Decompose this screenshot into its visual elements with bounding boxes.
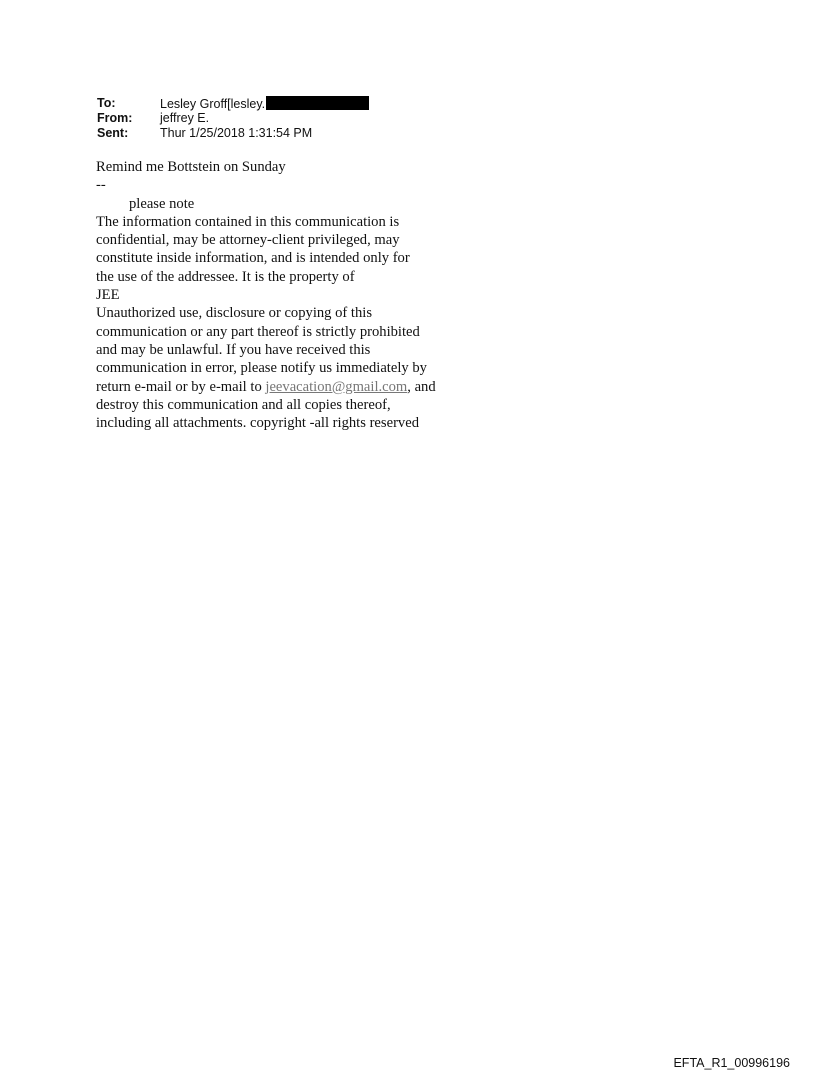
to-recipient: Lesley Groff[lesley.	[160, 96, 266, 111]
to-label: To:	[97, 96, 116, 110]
from-label: From:	[97, 111, 133, 125]
document-id: EFTA_R1_00996196	[673, 1056, 790, 1070]
email-header	[97, 96, 369, 141]
to-row	[97, 96, 369, 111]
disclaimer-line: and may be unlawful. If you have received this	[96, 341, 371, 358]
email-link[interactable]: jeevacation@gmail.com	[265, 378, 408, 395]
return-prefix: return e-mail or by e-mail to	[96, 378, 266, 395]
disclaimer-line: constitute inside information, and is intended only for	[96, 250, 410, 267]
return-suffix: , and	[407, 378, 436, 395]
disclaimer-line: destroy this communication and all copies thereof,	[96, 396, 391, 413]
disclaimer-line: communication in error, please notify us immediately by	[96, 360, 427, 377]
redaction-box	[266, 96, 369, 110]
disclaimer-line: communication or any part thereof is strictly prohibited	[96, 323, 420, 340]
disclaimer-line: confidential, may be attorney-client privileged, may	[96, 232, 400, 249]
sent-row	[97, 126, 369, 141]
sent-value: Thur 1/25/2018 1:31:54 PM	[160, 126, 313, 140]
disclaimer-line: including all attachments. copyright -all rights reserved	[96, 415, 419, 432]
disclaimer-line: the use of the addressee. It is the property of	[96, 268, 355, 285]
sent-label: Sent:	[97, 126, 129, 140]
email-body	[96, 158, 476, 432]
disclaimer	[96, 213, 476, 433]
disclaimer-line: The information contained in this communication is	[96, 213, 400, 230]
disclaimer-line: JEE	[96, 287, 120, 304]
message-text: Remind me Bottstein on Sunday	[96, 159, 286, 175]
from-value: jeffrey E.	[160, 111, 210, 125]
note-heading: please note	[129, 195, 195, 212]
disclaimer-line: Unauthorized use, disclosure or copying of this	[96, 305, 373, 322]
disclaimer-return-line	[96, 378, 476, 396]
signature-separator: --	[96, 177, 106, 194]
to-value	[160, 96, 369, 112]
from-row	[97, 111, 369, 126]
